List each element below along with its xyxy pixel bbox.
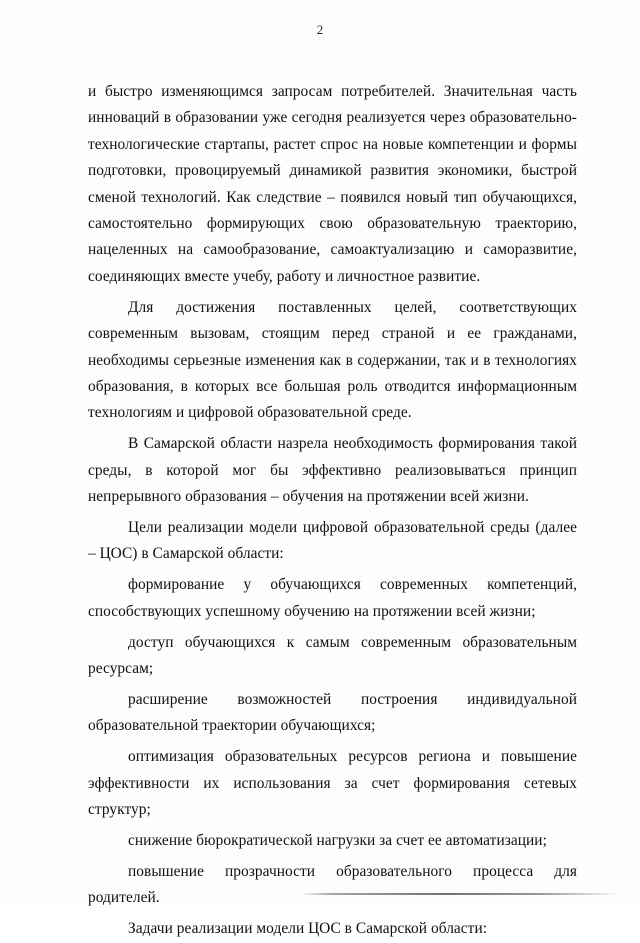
list-item-bureaucracy: снижение бюрократической нагрузки за счет ее автоматизации;: [128, 831, 547, 849]
paragraph-goals-need: Для достижения поставленных целей, соответствующих современным вызовам, стоящим перед страной и ее гражданами, необходимы серьезные изменения как в содержании, так и в технологиях образования, в которых все большая роль отводится информационным технологиям и цифровой образовательной среде.: [88, 298, 577, 422]
list-item-resources-access: доступ обучающихся к самым современным образовательным ресурсам;: [88, 633, 577, 678]
list-item-competencies: формирование у обучающихся современных компетенций, способствующих успешному обучению на протяжении всей жизни;: [88, 576, 577, 620]
list-item-transparency: повышение прозрачности образовательного процесса для родителей.: [88, 862, 577, 907]
list-item-optimization: оптимизация образовательных ресурсов региона и повышение эффективности их использования за счет формирования сетевых структур;: [88, 748, 577, 819]
paragraph-tasks-heading: Задачи реализации модели ЦОС в Самарской области:: [128, 920, 488, 938]
paragraph-samara-need: В Самарской области назрела необходимость формирования такой среды, в которой мог бы эффективно реализовываться принцип непрерывного образования – обучения на протяжении всей жизни.: [88, 435, 577, 506]
scan-artifact-line: [300, 893, 620, 895]
document-body: [88, 79, 577, 943]
list-item-individual-trajectory: расширение возможностей построения индивидуальной образовательной траектории обучающихся;: [88, 690, 577, 735]
paragraph-continuation: и быстро изменяющимся запросам потребителей. Значительная часть инноваций в образовании уже сегодня реализуется через образовательно-технологические стартапы, растет спрос на новые компетенции и формы подготовки, провоцируемый динамикой развития экономики, быстрой сменой технологий. Как следствие – появился новый тип обучающихся, самостоятельно формирующих свою образовательную траекторию, нацеленных на самообразование, самоактуализацию и саморазвитие, соединяющих вместе учебу, работу и личностное развитие.: [88, 83, 577, 285]
paragraph-goals-heading: Цели реализации модели цифровой образовательной среды (далее – ЦОС) в Самарской области:: [88, 519, 577, 563]
page-number: 2: [316, 22, 324, 37]
